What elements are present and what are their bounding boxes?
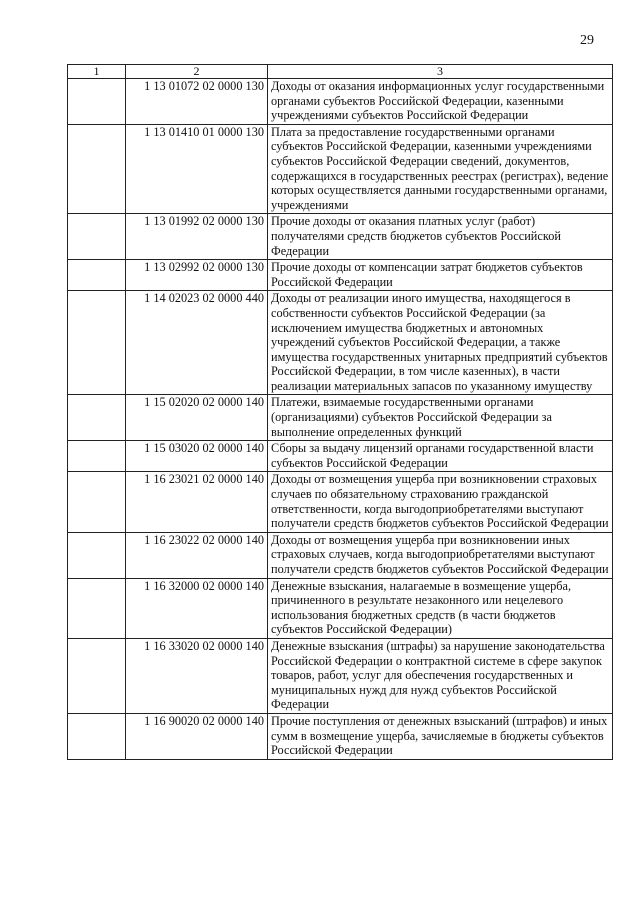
income-description-cell: Прочие доходы от оказания платных услуг (работ) получателями средств бюджетов субъектов Российской Федерации [268, 214, 613, 260]
admin-code-cell [68, 713, 126, 759]
column-header-2: 2 [126, 65, 268, 79]
admin-code-cell [68, 260, 126, 291]
admin-code-cell [68, 472, 126, 532]
table-row [68, 472, 613, 532]
admin-code-cell [68, 214, 126, 260]
income-code-cell: 1 15 02020 02 0000 140 [126, 395, 268, 441]
income-code-cell: 1 16 32000 02 0000 140 [126, 578, 268, 638]
income-code-cell: 1 14 02023 02 0000 440 [126, 291, 268, 395]
admin-code-cell [68, 395, 126, 441]
income-description-cell: Доходы от оказания информационных услуг государственными органами субъектов Российской Федерации, казенными учреждениями субъектов Российской Федерации [268, 79, 613, 125]
income-description-cell: Доходы от возмещения ущерба при возникновении иных страховых случаев, когда выгодоприобретателями выступают получатели средств бюджетов субъектов Российской Федерации [268, 532, 613, 578]
income-code-cell: 1 16 90020 02 0000 140 [126, 713, 268, 759]
table-row [68, 124, 613, 214]
page-number: 29 [580, 33, 594, 48]
income-code-cell: 1 13 01410 01 0000 130 [126, 124, 268, 214]
income-description-cell: Доходы от возмещения ущерба при возникновении страховых случаев по обязательному страхованию гражданской ответственности, когда выгодоприобретателями выступают получатели средств бюджетов субъектов Российской Федерации [268, 472, 613, 532]
admin-code-cell [68, 441, 126, 472]
income-description-cell: Денежные взыскания, налагаемые в возмещение ущерба, причиненного в результате незаконного или нецелевого использования бюджетных средств (в части бюджетов субъектов Российской Федерации) [268, 578, 613, 638]
admin-code-cell [68, 578, 126, 638]
column-header-3: 3 [268, 65, 613, 79]
income-code-cell: 1 16 33020 02 0000 140 [126, 638, 268, 713]
income-description-cell: Платежи, взимаемые государственными органами (организациями) субъектов Российской Федерации за выполнение определенных функций [268, 395, 613, 441]
income-description-cell: Прочие поступления от денежных взысканий (штрафов) и иных сумм в возмещение ущерба, зачисляемые в бюджеты субъектов Российской Федерации [268, 713, 613, 759]
table-row [68, 214, 613, 260]
table-row [68, 395, 613, 441]
column-header-1: 1 [68, 65, 126, 79]
income-description-cell: Денежные взыскания (штрафы) за нарушение законодательства Российской Федерации о контрактной системе в сфере закупок товаров, работ, услуг для обеспечения государственных и муниципальных нужд для нужд субъектов Российской Федерации [268, 638, 613, 713]
income-description-cell: Доходы от реализации иного имущества, находящегося в собственности субъектов Российской Федерации (за исключением имущества бюджетных и автономных учреждений субъектов Российской Федерации, а также имущества государственных унитарных предприятий субъектов Российской Федерации, в том числе казенных), в части реализации материальных запасов по указанному имуществу [268, 291, 613, 395]
admin-code-cell [68, 532, 126, 578]
table-row [68, 291, 613, 395]
income-codes-table [67, 64, 613, 760]
income-description-cell: Сборы за выдачу лицензий органами государственной власти субъектов Российской Федерации [268, 441, 613, 472]
table-row [68, 441, 613, 472]
table-header-row [68, 65, 613, 79]
income-code-cell: 1 16 23021 02 0000 140 [126, 472, 268, 532]
income-code-cell: 1 16 23022 02 0000 140 [126, 532, 268, 578]
table-row [68, 79, 613, 125]
income-code-cell: 1 13 01992 02 0000 130 [126, 214, 268, 260]
admin-code-cell [68, 638, 126, 713]
income-code-cell: 1 15 03020 02 0000 140 [126, 441, 268, 472]
table-row [68, 532, 613, 578]
table-row [68, 638, 613, 713]
admin-code-cell [68, 291, 126, 395]
income-code-cell: 1 13 01072 02 0000 130 [126, 79, 268, 125]
income-description-cell: Плата за предоставление государственными органами субъектов Российской Федерации, казенными учреждениями субъектов Российской Федерации сведений, документов, содержащихся в государственных реестрах (регистрах), ведение которых осуществляется данными государственными органами, учреждениями [268, 124, 613, 214]
admin-code-cell [68, 79, 126, 125]
admin-code-cell [68, 124, 126, 214]
table-row [68, 260, 613, 291]
income-description-cell: Прочие доходы от компенсации затрат бюджетов субъектов Российской Федерации [268, 260, 613, 291]
table-row [68, 578, 613, 638]
table-row [68, 713, 613, 759]
income-code-cell: 1 13 02992 02 0000 130 [126, 260, 268, 291]
